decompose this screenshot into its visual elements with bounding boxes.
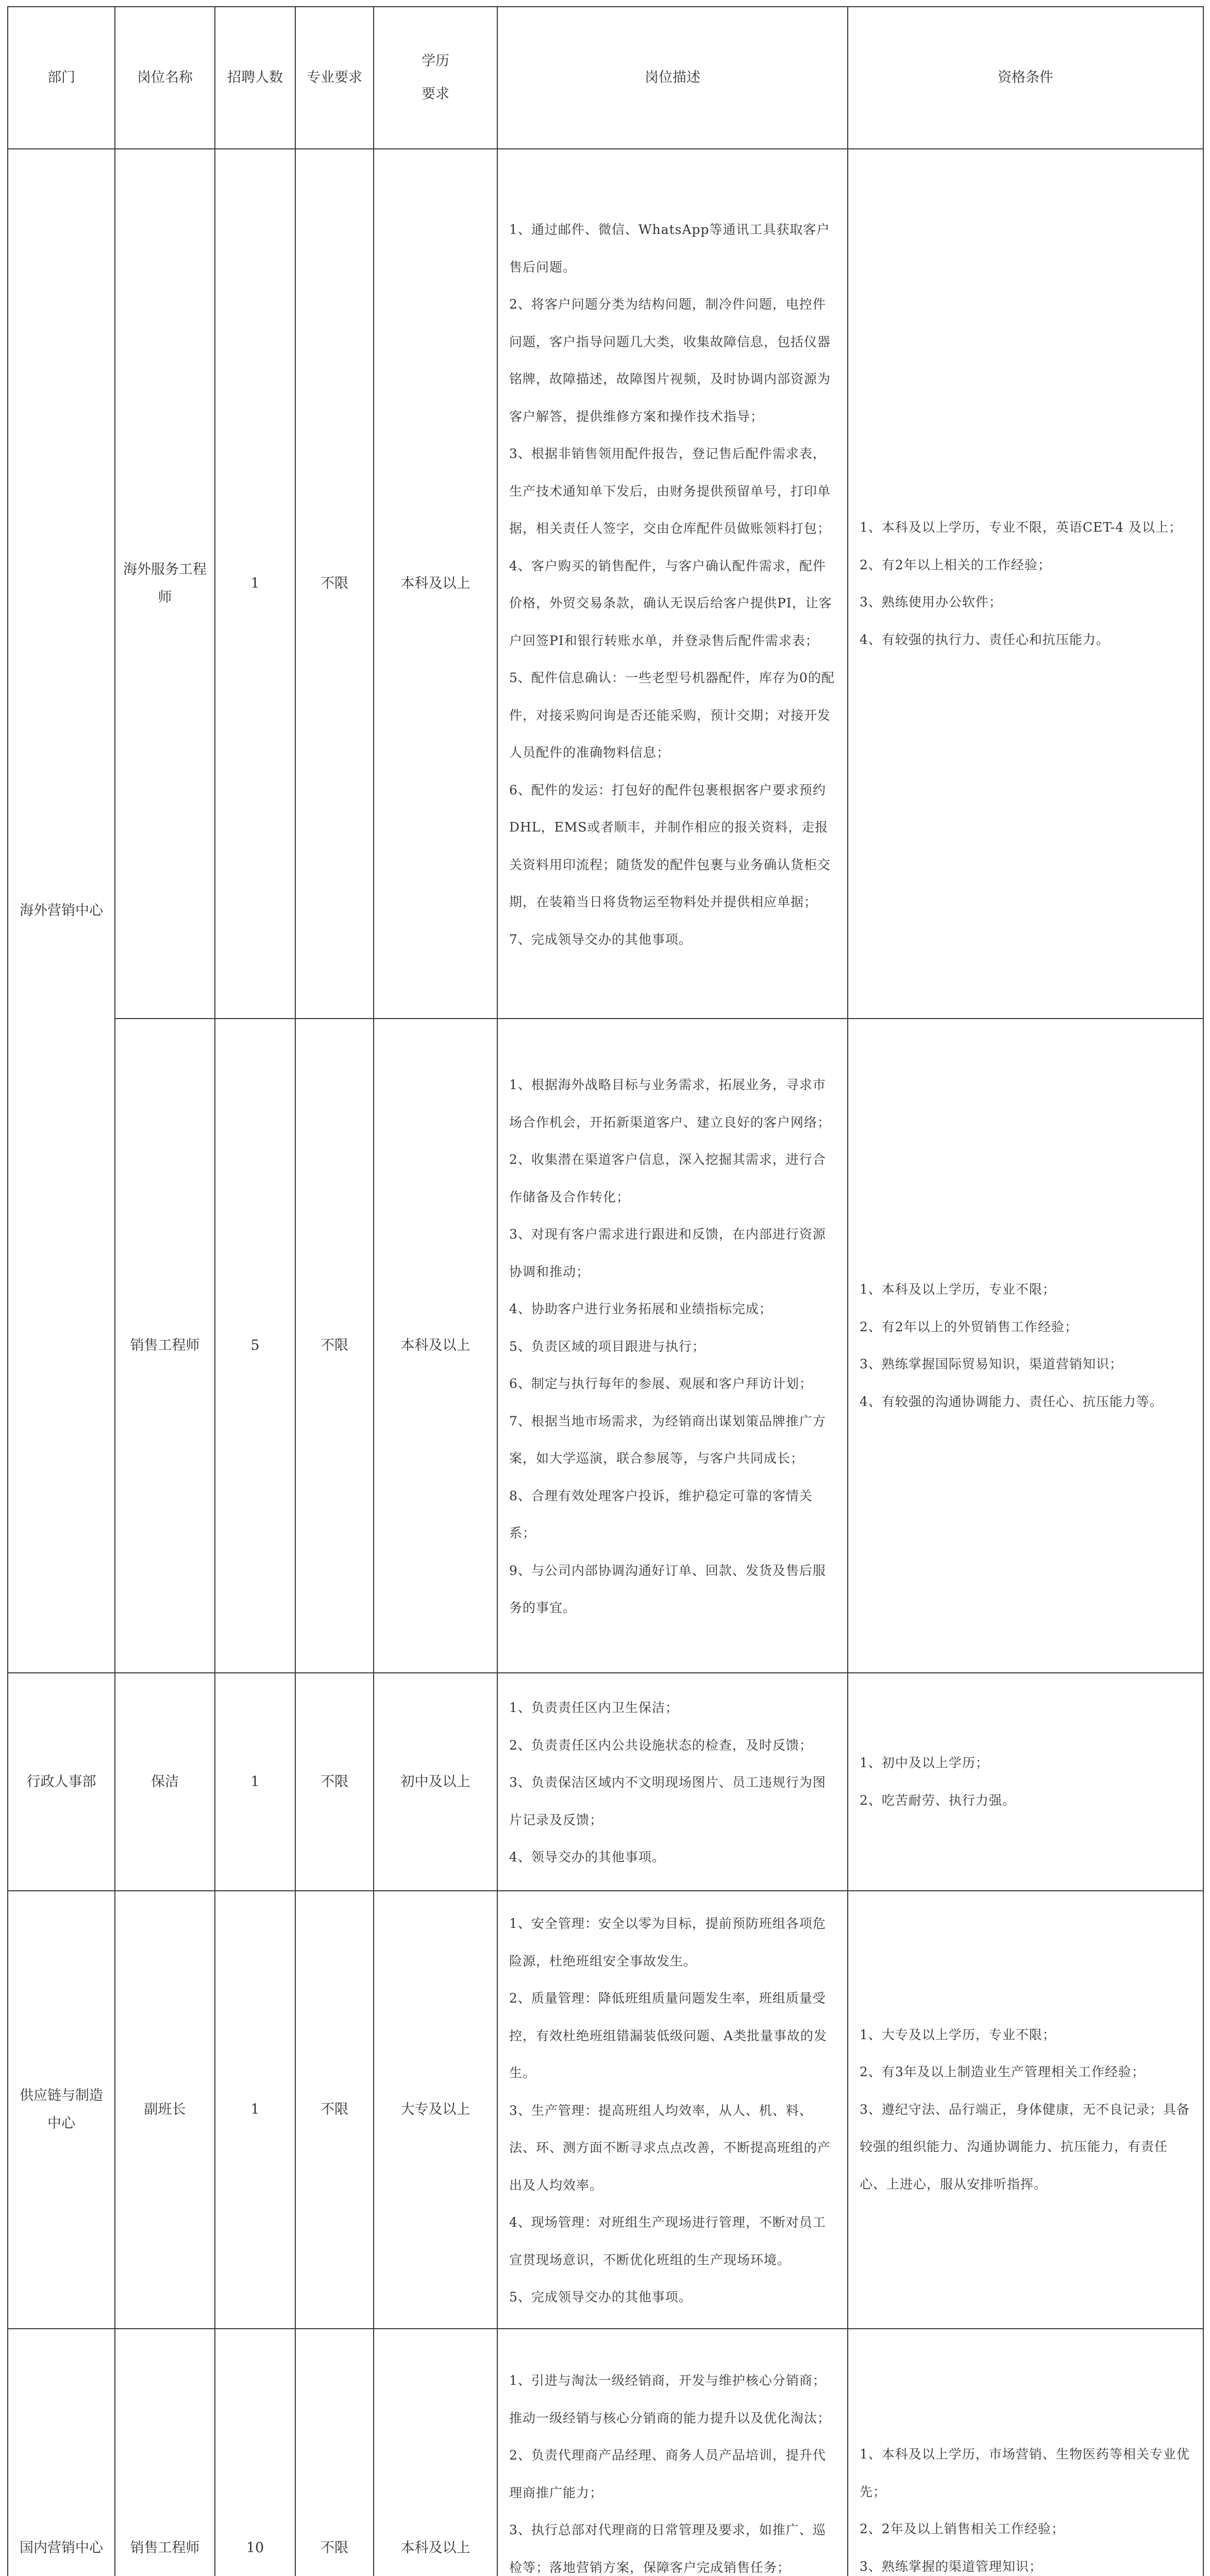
qual-item: 2、2年及以上销售相关工作经验； <box>860 2521 1065 2536</box>
qual-item: 1、初中及以上学历； <box>860 1755 989 1770</box>
header-education <box>374 7 497 149</box>
recruitment-table <box>7 6 1204 2576</box>
desc-item: 8、合理有效处理客户投诉，维护稳定可靠的客情关系； <box>509 1488 813 1541</box>
qualification-cell <box>848 2329 1203 2576</box>
qualification-cell <box>848 1891 1203 2329</box>
qual-item: 3、熟练掌握国际贸易知识，渠道营销知识； <box>860 1357 1123 1371</box>
description-cell <box>497 1019 848 1673</box>
qual-item: 1、大专及以上学历，专业不限； <box>860 2027 1056 2042</box>
header-row <box>8 7 1203 149</box>
desc-item: 2、负责责任区内公共设施状态的检查，及时反馈； <box>509 1737 813 1753</box>
dept-cell: 供应链与制造中心 <box>8 1891 115 2329</box>
count-cell: 1 <box>215 1891 295 2329</box>
education-cell: 本科及以上 <box>374 2329 497 2576</box>
education-cell: 本科及以上 <box>374 149 497 1019</box>
major-cell: 不限 <box>295 2329 374 2576</box>
desc-item: 3、负责保洁区域内不文明现场图片、员工违规行为图片记录及反馈； <box>509 1775 826 1827</box>
desc-item: 2、将客户问题分类为结构问题，制冷件问题，电控件问题，客户指导问题几大类，收集故障信息，包括仪器铭牌，故障描述，故障图片视频，及时协调内部资源为客户解答，提供维修方案和操作技术指导； <box>509 297 831 424</box>
position-cell: 海外服务工程师 <box>115 149 215 1019</box>
description-cell <box>497 1673 848 1891</box>
qual-item: 2、有2年以上的外贸销售工作经验； <box>860 1319 1078 1334</box>
desc-item: 2、质量管理：降低班组质量问题发生率，班组质量受控，有效杜绝班组错漏装低级问题、A类批量事故的发生。 <box>509 1991 828 2081</box>
desc-item: 7、完成领导交办的其他事项。 <box>509 931 692 947</box>
desc-item: 1、引进与淘汰一级经销商，开发与维护核心分销商；推动一级经销与核心分销商的能力提升以及优化淘汰； <box>509 2373 831 2426</box>
header-major: 专业要求 <box>295 7 374 149</box>
major-cell: 不限 <box>295 1673 374 1891</box>
desc-item: 4、协助客户进行业务拓展和业绩指标完成； <box>509 1301 772 1317</box>
count-cell: 10 <box>215 2329 295 2576</box>
qual-item: 3、熟练使用办公软件； <box>860 595 1002 609</box>
desc-item: 5、配件信息确认：一些老型号机器配件，库存为0的配件，对接采购问询是否还能采购，预计交期；对接开发人员配件的准确物料信息； <box>509 670 835 760</box>
desc-item: 1、通过邮件、微信、WhatsApp等通讯工具获取客户售后问题。 <box>509 222 830 275</box>
desc-item: 4、客户购买的销售配件，与客户确认配件需求，配件价格，外贸交易条款，确认无误后给客户提供PI，让客户回签PI和银行转账水单，并登录售后配件需求表； <box>509 558 832 648</box>
header-position: 岗位名称 <box>115 7 215 149</box>
desc-item: 3、生产管理：提高班组人均效率，从人、机、料、法、环、测方面不断寻求点点改善，不断提高班组的产出及人均效率。 <box>509 2103 831 2193</box>
desc-item: 2、收集潜在渠道客户信息，深入挖掘其需求，进行合作储备及合作转化； <box>509 1152 826 1205</box>
qual-item: 2、有2年以上相关的工作经验； <box>860 557 1051 572</box>
count-cell: 5 <box>215 1019 295 1673</box>
desc-item: 1、负责责任区内卫生保洁； <box>509 1700 679 1716</box>
position-cell: 副班长 <box>115 1891 215 2329</box>
description-cell <box>497 2329 848 2576</box>
desc-item: 3、执行总部对代理商的日常管理及要求，如推广、巡检等；落地营销方案，保障客户完成销售任务； <box>509 2522 826 2575</box>
desc-item: 2、负责代理商产品经理、商务人员产品培训，提升代理商推广能力； <box>509 2448 826 2500</box>
major-cell: 不限 <box>295 1019 374 1673</box>
position-cell: 保洁 <box>115 1673 215 1891</box>
qual-item: 1、本科及以上学历，市场营销、生物医药等相关专业优先； <box>860 2447 1190 2499</box>
qual-item: 1、本科及以上学历，专业不限，英语CET-4 及以上； <box>860 520 1183 535</box>
desc-item: 6、制定与执行每年的参展、观展和客户拜访计划； <box>509 1376 813 1392</box>
table-row <box>8 2329 1203 2576</box>
education-cell: 大专及以上 <box>374 1891 497 2329</box>
desc-item: 1、安全管理：安全以零为目标，提前预防班组各项危险源，杜绝班组安全事故发生。 <box>509 1916 826 1969</box>
table-row <box>8 1891 1203 2329</box>
major-cell: 不限 <box>295 1891 374 2329</box>
header-education-line1: 学历 <box>422 53 449 69</box>
major-cell: 不限 <box>295 149 374 1019</box>
desc-item: 5、完成领导交办的其他事项。 <box>509 2290 692 2305</box>
desc-item: 4、领导交办的其他事项。 <box>509 1850 665 1865</box>
header-description: 岗位描述 <box>497 7 848 149</box>
qualification-cell <box>848 1019 1203 1673</box>
description-cell <box>497 149 848 1019</box>
dept-cell: 海外营销中心 <box>8 149 115 1673</box>
table-row <box>8 1673 1203 1891</box>
education-cell: 本科及以上 <box>374 1019 497 1673</box>
header-dept: 部门 <box>8 7 115 149</box>
table-row <box>8 149 1203 1019</box>
desc-item: 7、根据当地市场需求，为经销商出谋划策品牌推广方案，如大学巡演，联合参展等，与客户共同成长； <box>509 1413 826 1466</box>
header-education-line2: 要求 <box>422 86 449 102</box>
desc-item: 3、对现有客户需求进行跟进和反馈，在内部进行资源协调和推动； <box>509 1227 826 1279</box>
qual-item: 3、遵纪守法、品行端正，身体健康，无不良记录；具备较强的组织能力、沟通协调能力、抗压能力，有责任心、上进心，服从安排听指挥。 <box>860 2102 1190 2192</box>
desc-item: 5、负责区域的项目跟进与执行； <box>509 1338 705 1354</box>
qualification-cell <box>848 1673 1203 1891</box>
qual-item: 3、熟练掌握的渠道管理知识； <box>860 2558 1043 2574</box>
desc-item: 6、配件的发运：打包好的配件包裹根据客户要求预约DHL，EMS或者顺丰，并制作相应的报关资料，走报关资料用印流程；随货发的配件包裹与业务确认货柜交期，在装箱当日将货物运至物料处并提供相应单据； <box>509 782 831 909</box>
description-cell <box>497 1891 848 2329</box>
qual-item: 2、吃苦耐劳、执行力强。 <box>860 1792 1016 1808</box>
table-row <box>8 1019 1203 1673</box>
dept-cell: 国内营销中心 <box>8 2329 115 2576</box>
qual-item: 4、有较强的执行力、责任心和抗压能力。 <box>860 632 1110 647</box>
desc-item: 4、现场管理：对班组生产现场进行管理，不断对员工宣贯现场意识，不断优化班组的生产现场环境。 <box>509 2215 826 2267</box>
qualification-cell <box>848 149 1203 1019</box>
count-cell: 1 <box>215 1673 295 1891</box>
header-count: 招聘人数 <box>215 7 295 149</box>
desc-item: 1、根据海外战略目标与业务需求，拓展业务，寻求市场合作机会，开拓新渠道客户、建立良好的客户网络； <box>509 1077 831 1130</box>
count-cell: 1 <box>215 149 295 1019</box>
qual-item: 1、本科及以上学历，专业不限； <box>860 1282 1056 1297</box>
position-cell: 销售工程师 <box>115 1019 215 1673</box>
dept-cell: 行政人事部 <box>8 1673 115 1891</box>
desc-item: 3、根据非销售领用配件报告，登记售后配件需求表，生产技术通知单下发后，由财务提供预留单号，打印单据，相关责任人签字，交由仓库配件员做账领料打包； <box>509 446 831 536</box>
position-cell: 销售工程师 <box>115 2329 215 2576</box>
header-qualification: 资格条件 <box>848 7 1203 149</box>
desc-item: 9、与公司内部协调沟通好订单、回款、发货及售后服务的事宜。 <box>509 1563 826 1616</box>
qual-item: 2、有3年及以上制造业生产管理相关工作经验； <box>860 2064 1145 2080</box>
education-cell: 初中及以上 <box>374 1673 497 1891</box>
qual-item: 4、有较强的沟通协调能力、责任心、抗压能力等。 <box>860 1394 1163 1409</box>
